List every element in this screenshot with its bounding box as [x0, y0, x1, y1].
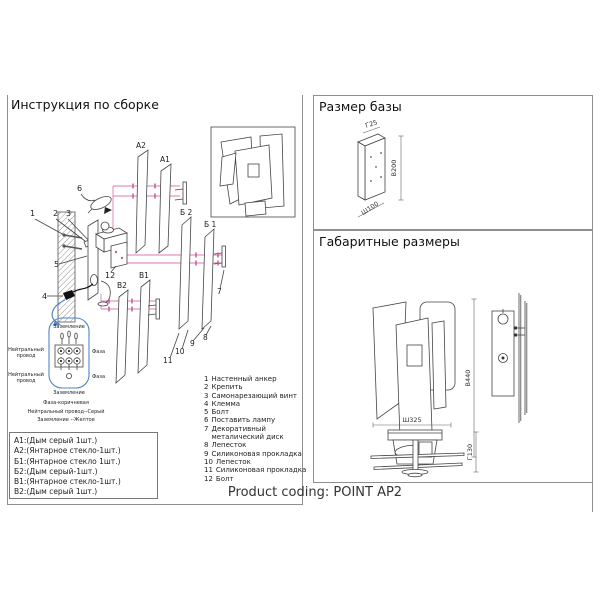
wiring-phase-bot-label: Фаза	[92, 374, 106, 380]
legend-item: 3 Самонарезающий винт	[204, 391, 297, 400]
callout-9: 9	[190, 339, 195, 348]
parts-box-line: В2:(Дым серый 1шт.)	[14, 487, 98, 497]
overall-depth-dim: Г130	[466, 443, 474, 461]
wiring-neutral-top-label: Нейтральный	[8, 347, 44, 353]
product-coding-label: Product coding: POINT AP2	[227, 485, 403, 500]
legend-item: 4 Клемма	[204, 399, 241, 408]
wiring-diagram	[8, 318, 105, 423]
base-height-dim: В200	[390, 159, 398, 177]
overall-height-dim: В440	[464, 369, 472, 387]
overall-dimensions-drawing	[314, 231, 592, 482]
numbered-parts-legend	[204, 375, 308, 483]
lamp-side-view	[492, 293, 527, 423]
wiring-ground-top-label: Заземление	[53, 324, 85, 330]
parts-box-line: A1:(Дым серый 1шт.)	[14, 436, 98, 445]
panel-label-b2: Б 2	[180, 208, 193, 217]
callout-3: 3	[66, 209, 72, 218]
legend-item: 5 Болт	[204, 408, 230, 417]
wiring-ground-bottom-label: Заземление	[53, 390, 85, 396]
parts-box-line: В1:(Янтарное стекло-1шт.)	[14, 477, 121, 487]
base-width-dim: Ш100	[359, 199, 381, 217]
base-size-drawing	[314, 96, 592, 229]
callout-4: 4	[42, 292, 48, 301]
legend-item: 8 Лепесток	[204, 441, 247, 450]
wiring-neutral-top-label2: провод	[16, 353, 36, 359]
lamp-bottom-view	[371, 430, 464, 477]
legend-item: 9 Силиконовая прокладка	[204, 449, 302, 458]
wiring-legend-phase: Фаза-коричневая	[43, 400, 89, 406]
bulb-and-callout-6	[77, 184, 113, 214]
overall-dimensions-title: Габаритные размеры	[319, 234, 460, 249]
glass-parts-list-box	[9, 432, 158, 499]
base-size-title: Размер базы	[319, 99, 402, 114]
base-depth-dim: Г25	[364, 118, 379, 130]
callout-5: 5	[54, 260, 60, 269]
legend-item: 6 Поставить лампу	[204, 416, 276, 425]
callout-12: 12	[105, 271, 116, 280]
panel-label-b1: Б 1	[204, 220, 217, 229]
legend-item: 10 Лепесток	[204, 457, 251, 466]
panel-label-a2: A2	[136, 141, 146, 150]
right-border-line	[592, 483, 593, 512]
callout-2: 2	[53, 209, 59, 218]
callout-1: 1	[30, 209, 36, 218]
assembly-instructions-panel	[7, 95, 307, 505]
overall-dimensions-panel	[313, 230, 593, 483]
callout-8: 8	[203, 333, 208, 342]
legend-item: 2 Крепить	[204, 383, 243, 392]
wiring-legend-ground: Заземление --Желтое	[37, 417, 95, 423]
wiring-phase-top-label: Фаза	[92, 349, 106, 355]
panel-label-v1: В1	[139, 271, 149, 280]
assembly-instructions-title: Инструкция по сборке	[11, 97, 159, 112]
wiring-legend-neutral: Нейтральный провод--Серый	[27, 409, 105, 415]
callout-10: 10	[175, 347, 185, 356]
legend-item: 7 Декоративный металический диск	[204, 424, 284, 442]
lamp-base-assembly	[88, 220, 127, 306]
parts-box-line: Б2:(Дым серый-1шт.)	[14, 466, 98, 476]
wiring-neutral-bot-label: Нейтральный	[8, 372, 44, 378]
callout-11: 11	[163, 356, 173, 365]
assembled-lamp-inset	[211, 127, 295, 217]
parts-box-line: A2:(Янтарное стекло-1шт.)	[14, 446, 121, 456]
wall-hatch	[58, 212, 75, 322]
panel-label-a1: A1	[160, 155, 170, 164]
overall-width-dim: Ш325	[402, 416, 422, 424]
base-size-panel	[313, 95, 593, 230]
wiring-neutral-bot-label2: провод	[16, 378, 36, 384]
parts-box-line: Б1:(Янтарное стекло 1шт.)	[14, 456, 121, 466]
legend-item: 11 Силиконовая прокладка	[204, 466, 307, 475]
legend-item: 12 Болт	[204, 474, 234, 483]
base-plate-drawing	[358, 134, 385, 200]
legend-item: 1 Настенный анкер	[204, 375, 277, 383]
arrow-icon	[104, 207, 112, 214]
callout-7: 7	[217, 287, 222, 296]
callout-6: 6	[77, 184, 83, 193]
panel-label-v2: В2	[117, 281, 127, 290]
callouts-right	[163, 270, 224, 365]
